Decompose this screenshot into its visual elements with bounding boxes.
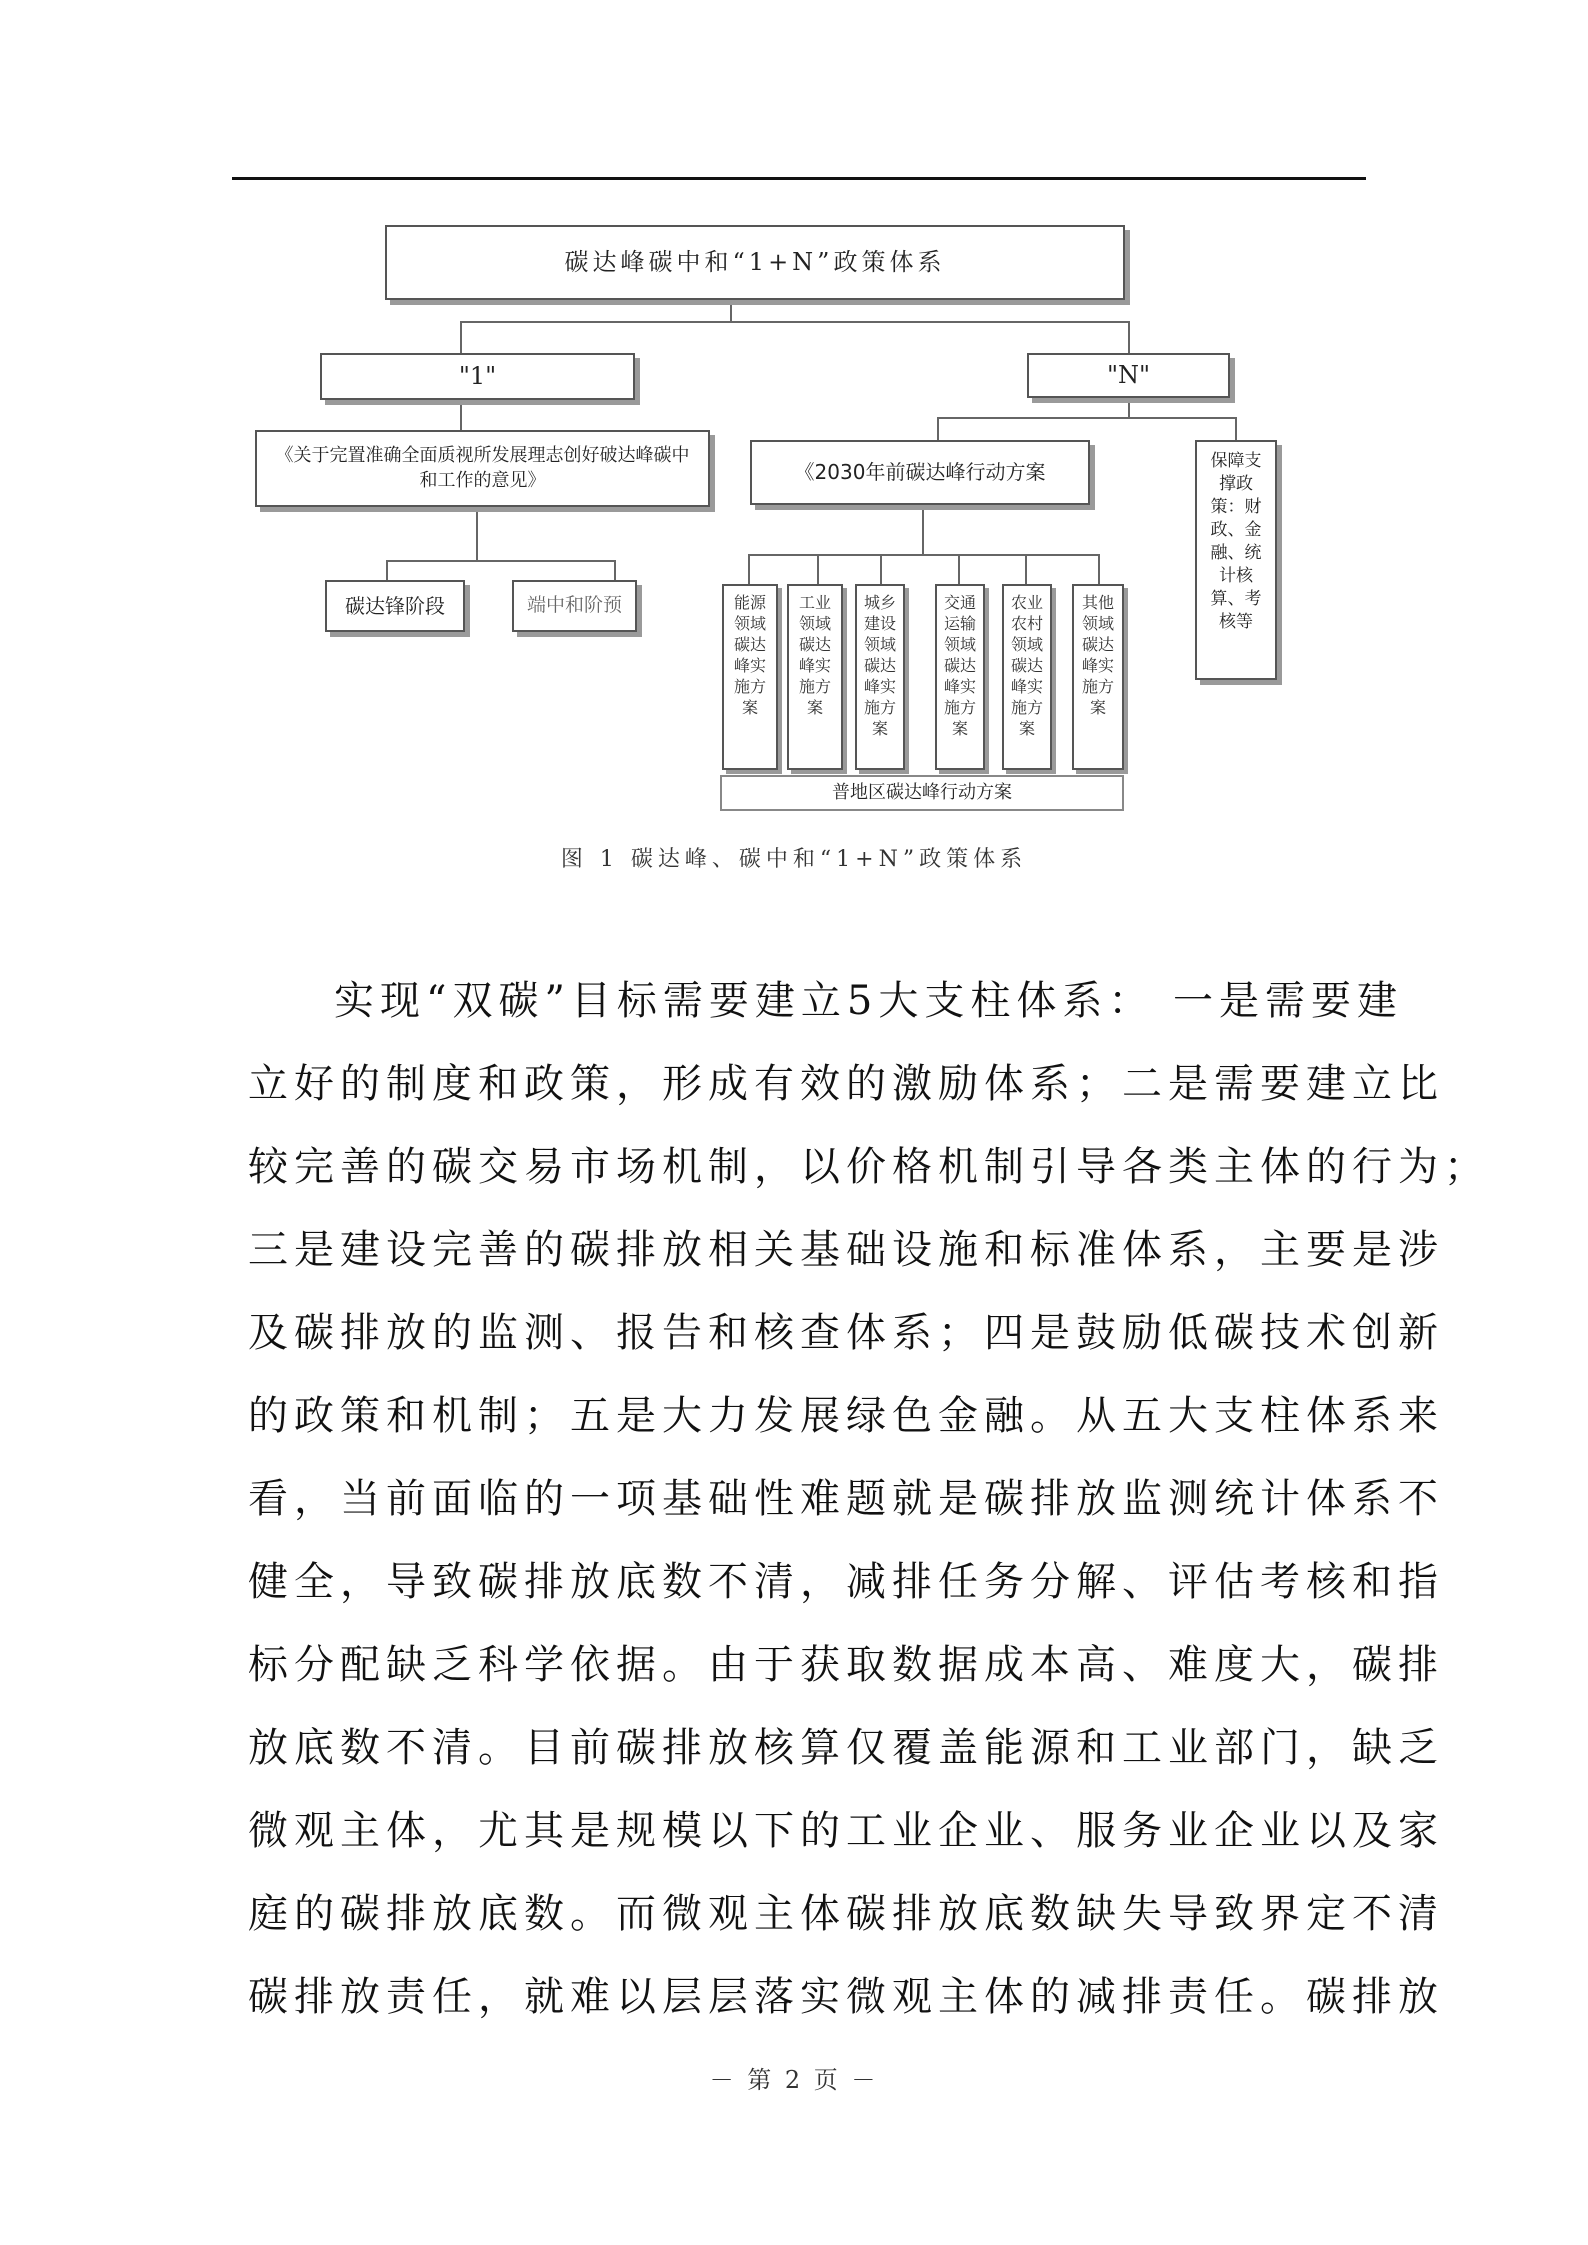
sector-column-urban: 城乡建设领域碳达峰实施方案 — [855, 584, 905, 770]
body-line: 微观主体，尤其是规模以下的工业企业、服务业企业以及家 — [248, 1808, 1444, 1854]
diagram-node-n — [1027, 353, 1230, 398]
sector-column-transport: 交通运输领域碳达峰实施方案 — [935, 584, 985, 770]
body-line: 立好的制度和政策，形成有效的激励体系；二是需要建立比 — [248, 1061, 1444, 1107]
page-footer: － 第 2 页 － — [709, 2066, 879, 2094]
body-line: 放底数不清。目前碳排放核算仅覆盖能源和工业部门，缺乏 — [248, 1725, 1444, 1771]
diagram-regional-label: 普地区碳达峰行动方案 — [832, 781, 1012, 803]
diagram-stage-peak-label: 碳达锋阶段 — [345, 593, 445, 618]
diagram-root-label: 碳达峰碳中和“1+N”政策体系 — [564, 248, 946, 277]
body-line: 标分配缺乏科学依据。由于获取数据成本高、难度大，碳排 — [248, 1642, 1444, 1688]
diagram-action-plan-label: 《2030年前碳达峰行动方案 — [794, 460, 1046, 484]
diagram-opinion-label: 《关于完置准确全面质视所发展理志创好破达峰碳中和工作的意见》 — [275, 445, 690, 491]
diagram-support-label: 保障支撑政策：财政、金融、统计核算、考核等 — [1210, 451, 1262, 632]
diagram-stage-neutral-label: 端中和阶预 — [526, 594, 622, 617]
diagram-node-1 — [320, 353, 635, 400]
diagram-root-node — [385, 225, 1125, 300]
body-line: 较完善的碳交易市场机制，以价格机制引导各类主体的行为； — [248, 1144, 1490, 1190]
diagram-action-plan-node — [750, 440, 1090, 505]
sector-column-energy: 能源领域碳达峰实施方案 — [722, 584, 778, 770]
sector-column-industry: 工业领域碳达峰实施方案 — [787, 584, 843, 770]
body-paragraph — [248, 960, 1490, 2039]
diagram-regional-node — [720, 775, 1124, 811]
diagram-stage-peak-node — [325, 580, 465, 632]
body-line: 的政策和机制；五是大力发展绿色金融。从五大支柱体系来 — [248, 1393, 1444, 1439]
body-line: 健全，导致碳排放底数不清，减排任务分解、评估考核和指 — [248, 1559, 1444, 1605]
figure-caption: 图 1 碳达峰、碳中和“1+N”政策体系 — [560, 847, 1028, 872]
diagram-support-node — [1195, 440, 1277, 680]
body-line: 三是建设完善的碳排放相关基础设施和标准体系，主要是涉 — [248, 1227, 1444, 1273]
diagram-node-1-label: "1" — [458, 362, 497, 391]
diagram-opinion-node — [255, 430, 710, 507]
body-line: 实现“双碳”目标需要建立5大支柱体系： 一是需要建 — [334, 978, 1404, 1024]
diagram-stage-neutral-node — [512, 580, 637, 632]
header-rule — [232, 177, 1366, 180]
sector-column-other: 其他领域碳达峰实施方案 — [1072, 584, 1124, 770]
body-line: 碳排放责任，就难以层层落实微观主体的减排责任。碳排放 — [248, 1974, 1444, 2020]
sector-column-agriculture: 农业农村领域碳达峰实施方案 — [1002, 584, 1052, 770]
body-line: 庭的碳排放底数。而微观主体碳排放底数缺失导致界定不清 — [248, 1891, 1444, 1937]
body-line: 及碳排放的监测、报告和核查体系；四是鼓励低碳技术创新 — [248, 1310, 1444, 1356]
diagram-node-n-label: "N" — [1106, 361, 1151, 390]
body-line: 看，当前面临的一项基础性难题就是碳排放监测统计体系不 — [248, 1476, 1444, 1522]
